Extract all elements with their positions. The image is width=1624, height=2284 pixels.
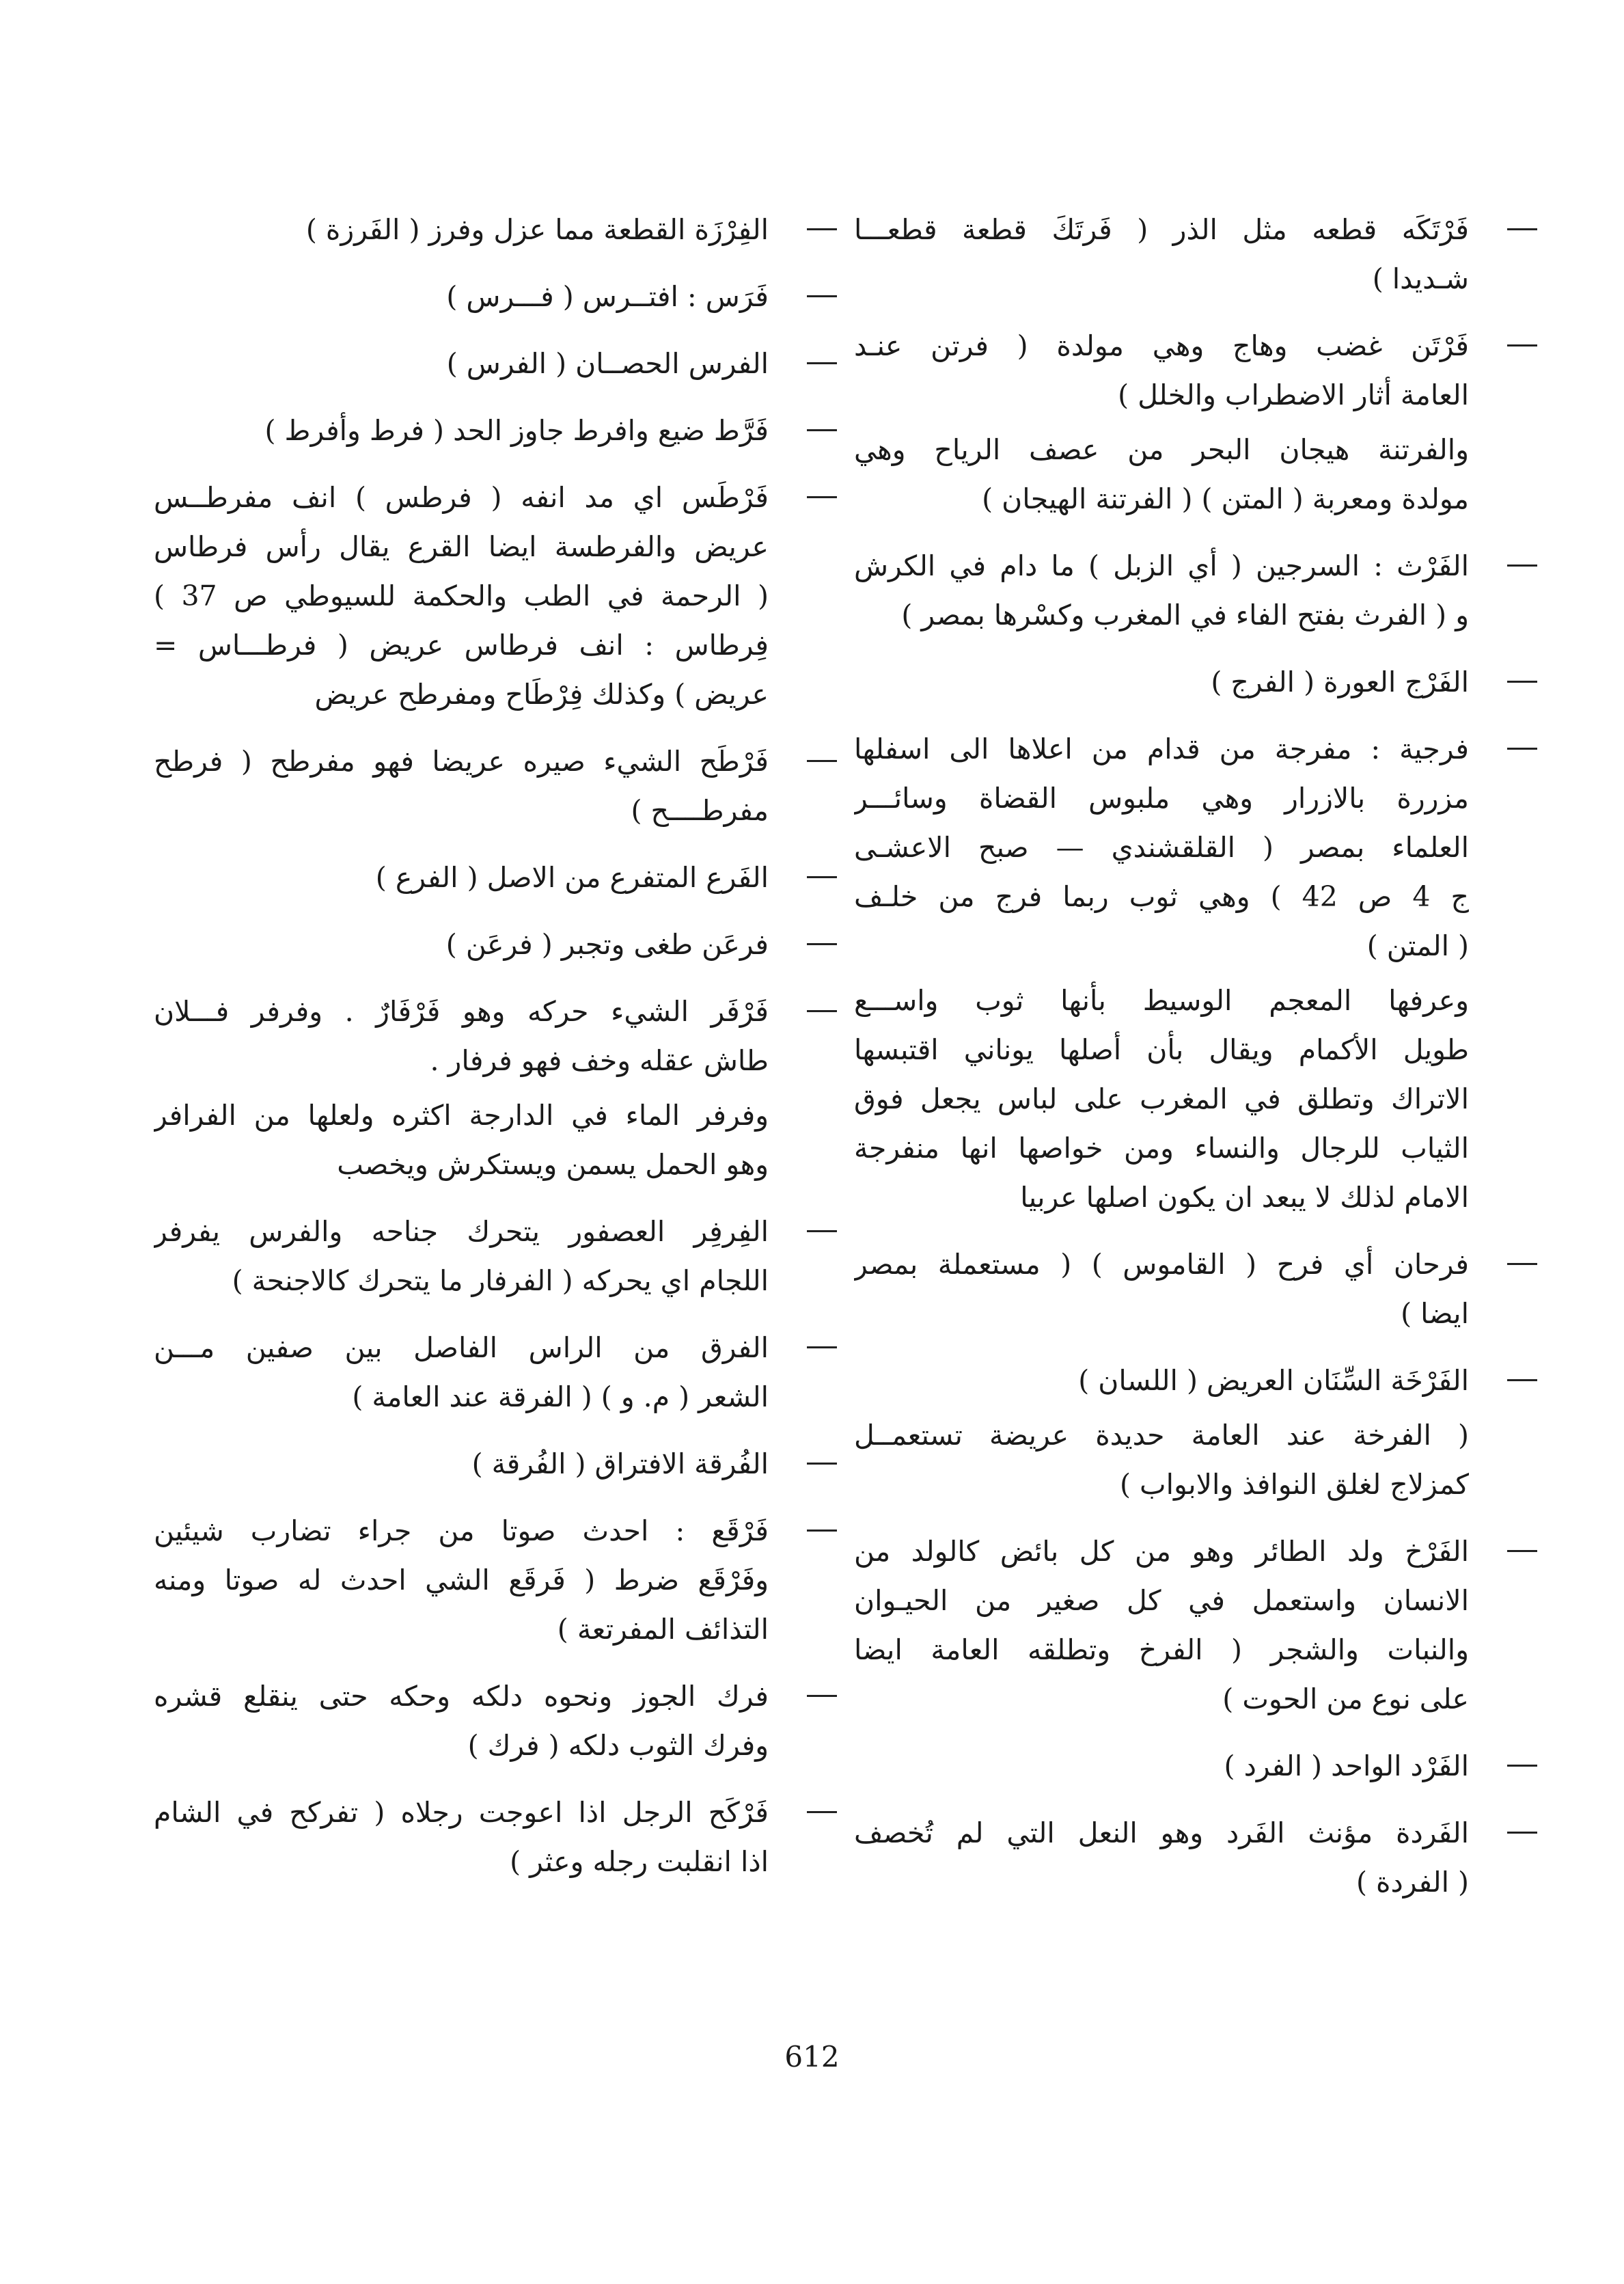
entry-dash	[1507, 344, 1537, 346]
entry-line: مزررة بالازرار وهي ملبوس القضاة وسائـــر	[854, 782, 1469, 815]
entry-dash	[807, 1695, 837, 1697]
entry-line: العلماء بمصر ( القلقشندي — صبح الاعشـى	[854, 831, 1469, 864]
entry-line: على نوع من الحوت )	[1222, 1683, 1469, 1715]
entry-dash	[1507, 565, 1537, 567]
entry-line: فَرْطَح الشيء صيره عريضا فهو مفرطح ( فرطح	[154, 745, 769, 778]
entry-line: الانسان واستعمل في كل صغير من الحيـوان	[854, 1584, 1469, 1617]
entry-line: ( الفردة )	[1355, 1866, 1469, 1899]
entry-line: ( المتن )	[1366, 929, 1469, 962]
entry-line: الفِرْزَة القطعة مما عزل وفرز ( الفَرزة )	[305, 213, 769, 246]
entry-line: فرك الجوز ونحوه دلكه وحكه حتى ينقلع قشره	[154, 1680, 769, 1713]
dictionary-entry	[154, 339, 769, 388]
entry-dash	[1507, 1832, 1537, 1834]
dictionary-entry	[854, 541, 1469, 640]
entry-line: التذائف المفرتعة )	[557, 1613, 769, 1646]
entry-line: طويل الأكمام ويقال بأن أصلها يوناني اقتبسها	[854, 1033, 1469, 1066]
dictionary-entry	[154, 1207, 769, 1305]
dictionary-entry	[154, 737, 769, 835]
column-right	[854, 205, 1469, 1925]
dictionary-entry	[154, 1506, 769, 1654]
entry-line: وفرفر الماء في الدارجة اكثره ولعلها من الفرافر	[154, 1099, 769, 1132]
entry-line: الفَرْخَة السِّنَان العريض ( اللسان )	[1078, 1364, 1469, 1397]
entry-dash	[807, 1346, 837, 1348]
entry-line: فرحان أي فرح ( القاموس ) ( مستعملة بمصر	[854, 1248, 1469, 1281]
entry-line: فَرْفَر الشيء حركه وهو فَرْفَارٌ . وفرفر فـــلان	[154, 995, 769, 1028]
entry-line: الثياب للرجال والنساء ومن خواصها انها منفرجة	[854, 1132, 1469, 1165]
entry-line: ( الفرخة عند العامة حديدة عريضة تستعمــل	[854, 1419, 1469, 1452]
dictionary-entry	[154, 853, 769, 902]
dictionary-entry	[854, 205, 1469, 303]
entry-line: الامام لذلك لا يبعد ان يكون اصلها عربيا	[1020, 1181, 1469, 1214]
entry-dash	[807, 228, 837, 230]
entry-line: طاش عقله وخف فهو فرفار .	[430, 1044, 769, 1077]
entry-line: عريض والفرطسة ايضا القرع يقال رأس فرطاس	[154, 530, 769, 563]
entry-paragraph	[854, 1411, 1469, 1509]
entry-dash	[1507, 1263, 1537, 1265]
entry-dash	[807, 1010, 837, 1012]
entry-dash	[807, 1811, 837, 1813]
entry-line: فِرطاس : انف فرطاس عريض ( فرطـــاس =	[154, 629, 769, 662]
entry-dash	[1507, 1379, 1537, 1381]
entry-line: شـديدا )	[1372, 262, 1469, 295]
entry-dash	[807, 943, 837, 945]
entry-line: ج 4 ص 42 ) وهي ثوب ربما فرج من خلـف	[854, 880, 1469, 913]
entry-line: الفَرْد الواحد ( الفرد )	[1224, 1750, 1469, 1782]
entry-dash	[807, 876, 837, 878]
entry-dash	[807, 362, 837, 364]
entry-dash	[1507, 1765, 1537, 1767]
dictionary-entry	[154, 920, 769, 969]
entry-line: الفُرقة الافتراق ( الفُرقة )	[471, 1447, 769, 1480]
dictionary-entry	[154, 987, 769, 1085]
entry-line: العامة أثار الاضطراب والخلل )	[1118, 379, 1469, 411]
entry-line: الفَرع المتفرع من الاصل ( الفرع )	[375, 861, 769, 894]
entry-dash	[807, 1230, 837, 1232]
entry-line: والفرتنة هيجان البحر من عصف الرياح وهي	[854, 433, 1469, 466]
entry-line: ايضا )	[1401, 1297, 1469, 1330]
entry-line: فَرْتَكَه قطعه مثل الذر ( فَرتَكَ قطعة قطعـــا	[854, 213, 1469, 246]
entry-line: وفرك الثوب دلكه ( فرك )	[467, 1729, 769, 1762]
entry-dash	[807, 496, 837, 498]
entry-dash	[1507, 228, 1537, 230]
entry-line: فَرْقَع : احدث صوتا من جراء تضارب شيئين	[154, 1514, 769, 1547]
dictionary-entry	[854, 1527, 1469, 1724]
dictionary-entry	[154, 406, 769, 455]
entry-dash	[807, 295, 837, 297]
dictionary-entry	[154, 1323, 769, 1422]
entry-line: فرعَن طغى وتجبر ( فرعَن )	[445, 928, 769, 961]
entry-line: فَرْتَن غضب وهاج وهي مولدة ( فرتن عنـد	[854, 329, 1469, 362]
dictionary-entry	[854, 724, 1469, 970]
dictionary-entry	[154, 1439, 769, 1488]
entry-line: فَرْكَح الرجل اذا اعوجت رجلاه ( تفركح في الشام	[154, 1796, 769, 1829]
entry-line: الفرس الحصــان ( الفرس )	[446, 347, 769, 380]
entry-dash	[807, 1463, 837, 1465]
entry-dash	[807, 429, 837, 431]
entry-line: وعرفها المعجم الوسيط بأنها ثوب واســـع	[854, 984, 1469, 1017]
entry-dash	[1507, 748, 1537, 750]
dictionary-entry	[154, 205, 769, 254]
entry-dash	[1507, 1550, 1537, 1552]
entry-line: فَرْطَس اي مد انفه ( فرطس ) انف مفرطــس	[154, 481, 769, 514]
entry-line: الفَرْج العورة ( الفرج )	[1211, 666, 1469, 698]
entry-line: الاتراك وتطلق في المغرب على لباس يجعل فوق	[854, 1083, 1469, 1115]
entry-line: ( الرحمة في الطب والحكمة للسيوطي ص 37 )	[154, 580, 769, 612]
dictionary-entry	[154, 473, 769, 719]
entry-line: فَرَّط ضيع وافرط جاوز الحد ( فرط وأفرط )	[264, 414, 769, 447]
entry-paragraph	[154, 1091, 769, 1189]
entry-line: كمزلاج لغلق النوافذ والابواب )	[1120, 1468, 1469, 1501]
entry-line: فَرَس : افتــرس ( فـــرس )	[446, 280, 769, 313]
entry-line: الفَرْخ ولد الطائر وهو من كل بائض كالولد من	[854, 1535, 1469, 1568]
dictionary-entry	[854, 1808, 1469, 1907]
dictionary-entry	[854, 1240, 1469, 1338]
dictionary-entry	[154, 1672, 769, 1770]
entry-paragraph	[854, 976, 1469, 1222]
dictionary-entry	[854, 657, 1469, 707]
entry-line: الشعر ( م. و ) ( الفرقة عند العامة )	[352, 1381, 769, 1413]
dictionary-entry	[854, 321, 1469, 420]
entry-line: اذا انقلبت رجله وعثر )	[510, 1845, 769, 1878]
entry-line: و ( الفرث بفتح الفاء في المغرب وكسْرها بمصر )	[901, 599, 1469, 631]
entry-dash	[1507, 681, 1537, 683]
entry-line: الفَردة مؤنث الفَرد وهو النعل التي لم تُخصف	[854, 1817, 1469, 1849]
entry-line: وفَرْقَع ضرط ( فَرقَع الشي احدث له صوتا ومنه	[154, 1564, 769, 1596]
entry-line: الفرق من الراس الفاصل بين صفين مـــن	[154, 1331, 769, 1364]
entry-line: مفرطــــح )	[631, 794, 769, 827]
page-number: 612	[784, 2040, 840, 2074]
dictionary-entry	[154, 272, 769, 321]
dictionary-entry	[854, 1741, 1469, 1791]
entry-line: والنبات والشجر ( الفرخ وتطلقه العامة ايضا	[854, 1633, 1469, 1666]
entry-paragraph	[854, 425, 1469, 524]
entry-dash	[807, 1530, 837, 1532]
dictionary-entry	[854, 1356, 1469, 1405]
entry-line: الفِرفِر العصفور يتحرك جناحه والفرس يفرفر	[154, 1215, 769, 1248]
column-left	[154, 205, 769, 1904]
entry-dash	[807, 760, 837, 762]
entry-line: عريض ) وكذلك فِرْطَاح ومفرطح عريض	[314, 678, 769, 711]
entry-line: مولدة ومعربة ( المتن ) ( الفرتنة الهيجان )	[982, 482, 1469, 515]
entry-line: فرجية : مفرجة من قدام من اعلاها الى اسفلها	[854, 733, 1469, 765]
entry-line: الفَرْث : السرجين ( أي الزبل ) ما دام في الكرش	[854, 549, 1469, 582]
entry-line: اللجام اي يحركه ( الفرفار ما يتحرك كالاجنحة )	[232, 1264, 769, 1297]
entry-line: وهو الحمل يسمن ويستكرش ويخصب	[337, 1148, 769, 1181]
dictionary-entry	[154, 1788, 769, 1886]
